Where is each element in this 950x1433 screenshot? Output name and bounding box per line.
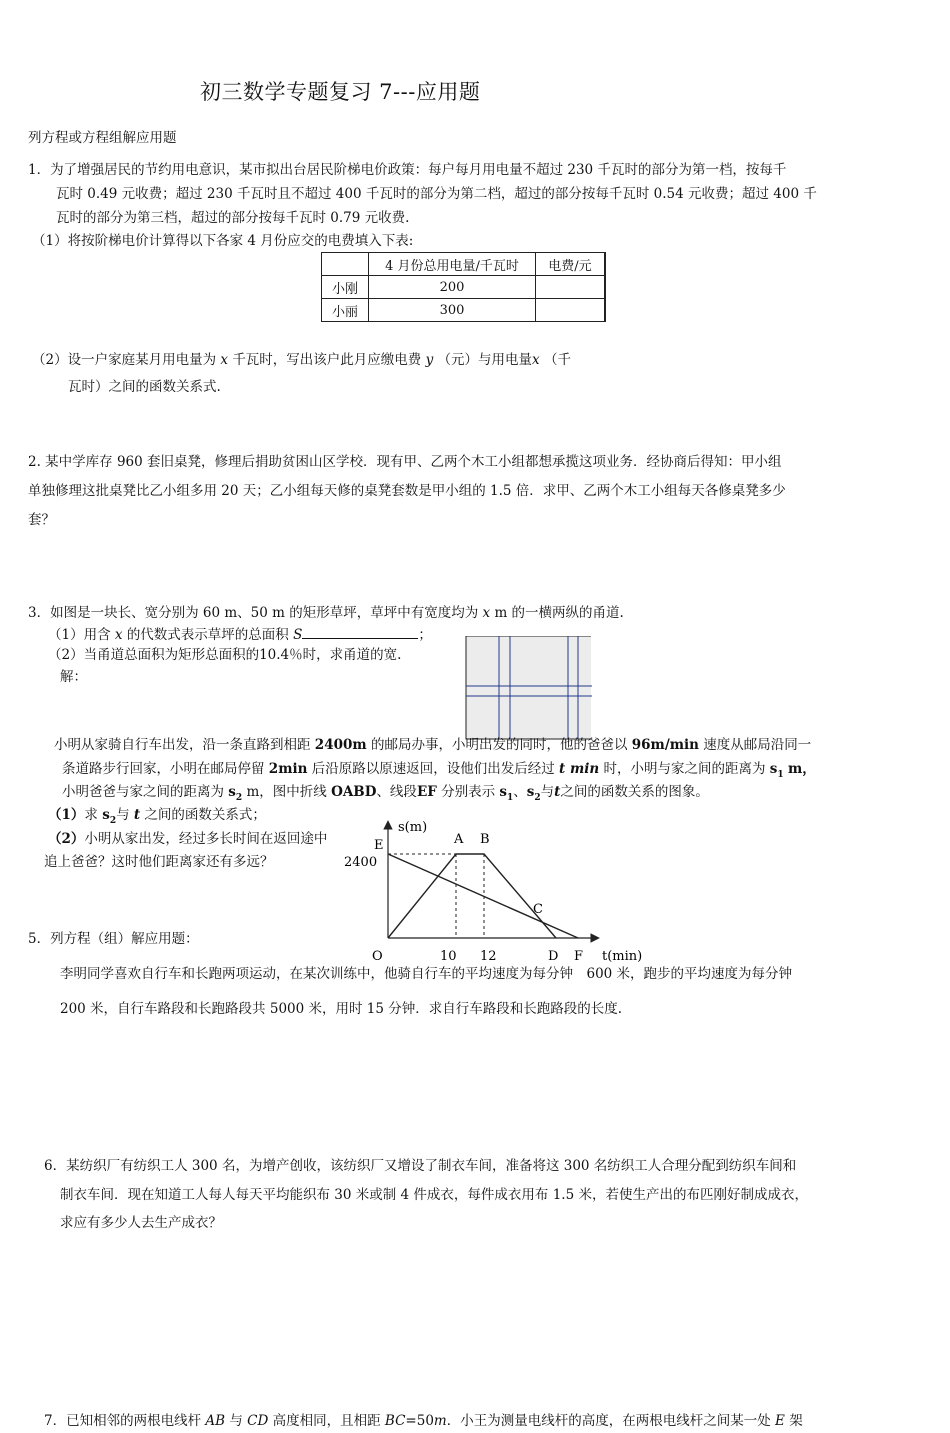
q2-line2: 单独修理这批桌凳比乙小组多用 20 天；乙小组每天修的桌凳套数是甲小组的 1.5 倍．求甲、乙两个木工小组每天各修桌凳多少 [28,483,786,499]
s2-symbol [228,784,243,803]
point-D: D [548,949,559,964]
q4-line1 [54,735,811,755]
text: 与 [540,784,555,800]
text: 2min [268,761,308,777]
q1-part2 [32,350,571,370]
y-tick-2400: 2400 [344,855,378,870]
q3-part1 [48,625,432,645]
text: E [775,1413,785,1429]
text: m [433,1413,447,1429]
subscript: 2 [109,816,117,826]
q3-solution: 解： [60,669,87,685]
point-A: A [454,832,464,847]
s1-symbol [769,761,784,780]
subscript: 2 [534,793,541,803]
table-cell [536,299,606,322]
x-axis-label: t(min) [602,949,643,964]
q2-line1: 2. 某中学库存 960 套旧桌凳，修理后捐助贫困山区学校．现有甲、乙两个木工小组都想承揽这项业务．经协商后得知：甲小组 [28,454,782,470]
text: m 的一横两纵的甬道. [494,605,624,621]
q7-line1 [44,1411,803,1431]
text: 之间的函数关系式； [144,807,266,823]
q5-line1: 李明同学喜欢自行车和长跑两项运动，在某次训练中，他骑自行车的平均速度为每分钟 600 米，跑步的平均速度为每分钟 [60,966,793,982]
text: 、 [513,784,527,800]
text: =50 [405,1413,434,1429]
text: m， [787,761,816,777]
var-x: x [220,352,229,368]
table-header: 4 月份总用电量/千瓦时 [369,253,536,276]
text: 时，小明与家之间的距离为 [603,761,766,777]
text: 、线段 [376,784,417,800]
table-header: 电费/元 [536,253,606,276]
section-heading: 列方程或方程组解应用题 [28,130,177,146]
y-axis-label: s(m) [398,820,428,835]
subscript: 1 [777,770,784,780]
text: CD [247,1413,269,1429]
page-title: 初三数学专题复习 7---应用题 [200,80,481,104]
point-F: F [574,949,584,964]
text: （2）设一户家庭某月用电量为 [32,352,217,368]
text: （元）与用电量 [437,352,533,368]
table-row [322,299,606,322]
lawn-rect [466,636,592,739]
x-tick-10: 10 [440,949,457,964]
text: 高度相同，且相距 [272,1413,381,1429]
text: 的代数式表示草坪的总面积 [126,627,289,643]
q5-line2: 200 米，自行车路段和长跑路段共 5000 米，用时 15 分钟．求自行车路段和长跑路段的长度. [60,1001,623,1017]
q3-part2: （2）当甬道总面积为矩形总面积的10.4％时，求甬道的宽. [48,647,402,663]
text: 小明从家出发，经过多长时间在返回途中 [84,831,328,847]
text: s [526,784,535,800]
var-x: x [114,627,123,643]
q6-line2: 制衣车间．现在知道工人每人每天平均能织布 30 米或制 4 件成衣，每件成衣用布 1.5 米，若使生产出的布匹刚好制成成衣， [60,1187,808,1203]
text: 后沿原路以原速返回，设他们出发后经过 [311,761,555,777]
s2-symbol [526,784,541,803]
table-cell [322,253,369,276]
point-C: C [533,902,543,917]
q6-line3: 求应有多少人去生产成衣？ [60,1215,222,1231]
text: m，图中折线 [246,784,327,800]
text: t min [559,761,600,777]
q4-part2 [48,829,327,849]
q1-part2-line2: 瓦时）之间的函数关系式. [68,379,221,395]
text: 与 [229,1413,243,1429]
q1-line3: 瓦时的部分为第三档，超过的部分按每千瓦时 0.79 元收费. [56,210,410,226]
text: BC [384,1413,406,1429]
x-tick-12: 12 [480,949,497,964]
text: EF [416,784,437,800]
polyline-oabd [388,854,556,938]
table-row [322,276,606,299]
text: 7．已知相邻的两根电线杆 [44,1413,202,1429]
q3-line1 [28,603,624,623]
q2-line3: 套？ [28,512,55,528]
text: 2400m [314,737,367,753]
subscript: 2 [235,793,243,803]
q4-part1 [48,805,266,831]
point-E: E [374,838,384,853]
table-row [322,253,606,276]
fee-table [321,252,606,322]
table-cell: 300 [369,299,536,322]
lawn-figure [465,636,593,740]
text: AB [205,1413,226,1429]
text: t [133,807,141,823]
point-O: O [372,949,383,964]
text: （1）用含 [48,627,111,643]
s2-symbol [102,807,117,826]
table-cell [536,276,606,299]
text: 小明爸爸与家之间的距离为 [62,784,224,800]
text: s [499,784,508,800]
q5-title: 5．列方程（组）解应用题： [28,931,199,947]
table-cell: 小丽 [322,299,369,322]
q4-part2-line2: 追上爸爸？这时他们距离家还有多远？ [44,854,274,870]
text: 小明从家骑自行车出发，沿一条直路到相距 [54,737,311,753]
var-x: x [482,605,491,621]
s1-symbol [499,784,514,803]
text: s [228,784,236,800]
text: （千 [543,352,571,368]
text: ．小王为测量电线杆的高度，在两根电线杆之间某一处 [446,1413,771,1429]
var-x: x [532,352,540,368]
var-S: S [293,627,303,643]
q6-line1: 6．某纺织厂有纺织工人 300 名，为增产创收，该纺织厂又增设了制衣车间，准备将这 300 名纺织工人合理分配到纺织车间和 [44,1158,797,1174]
text: （2） [48,831,85,847]
q1-line2: 瓦时 0.49 元收费；超过 230 千瓦时且不超过 400 千瓦时的部分为第二档，超过的部分按每千瓦时 0.54 元收费；超过 400 千 [56,186,817,202]
text: 速度从邮局沿同一 [703,737,812,753]
text: 求 [84,807,98,823]
text: s [769,761,778,777]
subscript: 1 [507,793,514,803]
answer-blank [302,626,418,639]
q1-part1: （1）将按阶梯电价计算得以下各家 4 月份应交的电费填入下表: [32,233,414,249]
text: 96m/min [631,737,699,753]
text: t [554,784,561,800]
text: 的邮局办事，小明出发的同时，他的爸爸以 [370,737,628,753]
text: 3．如图是一块长、宽分别为 60 m、50 m 的矩形草坪，草坪中有宽度均为 [28,605,479,621]
text: 千瓦时，写出该户此月应缴电费 [232,352,422,368]
text: OABD [331,784,377,800]
text: （1） [48,807,85,823]
text: 架 [789,1413,803,1429]
q1-line1: 1．为了增强居民的节约用电意识，某市拟出台居民阶梯电价政策：每户每月用电量不超过 230 千瓦时的部分为第一档，按每千 [28,162,787,178]
segment-ef [388,854,578,938]
text: 之间的函数关系的图象。 [560,784,709,800]
text: 条道路步行回家，小明在邮局停留 [62,761,265,777]
distance-time-graph [340,810,650,970]
var-y: y [425,352,434,368]
point-B: B [480,832,490,847]
text: ； [418,627,432,643]
table-cell: 200 [369,276,536,299]
text: s [102,807,110,823]
text: 与 [116,807,130,823]
table-cell: 小刚 [322,276,369,299]
text: 分别表示 [441,784,496,800]
